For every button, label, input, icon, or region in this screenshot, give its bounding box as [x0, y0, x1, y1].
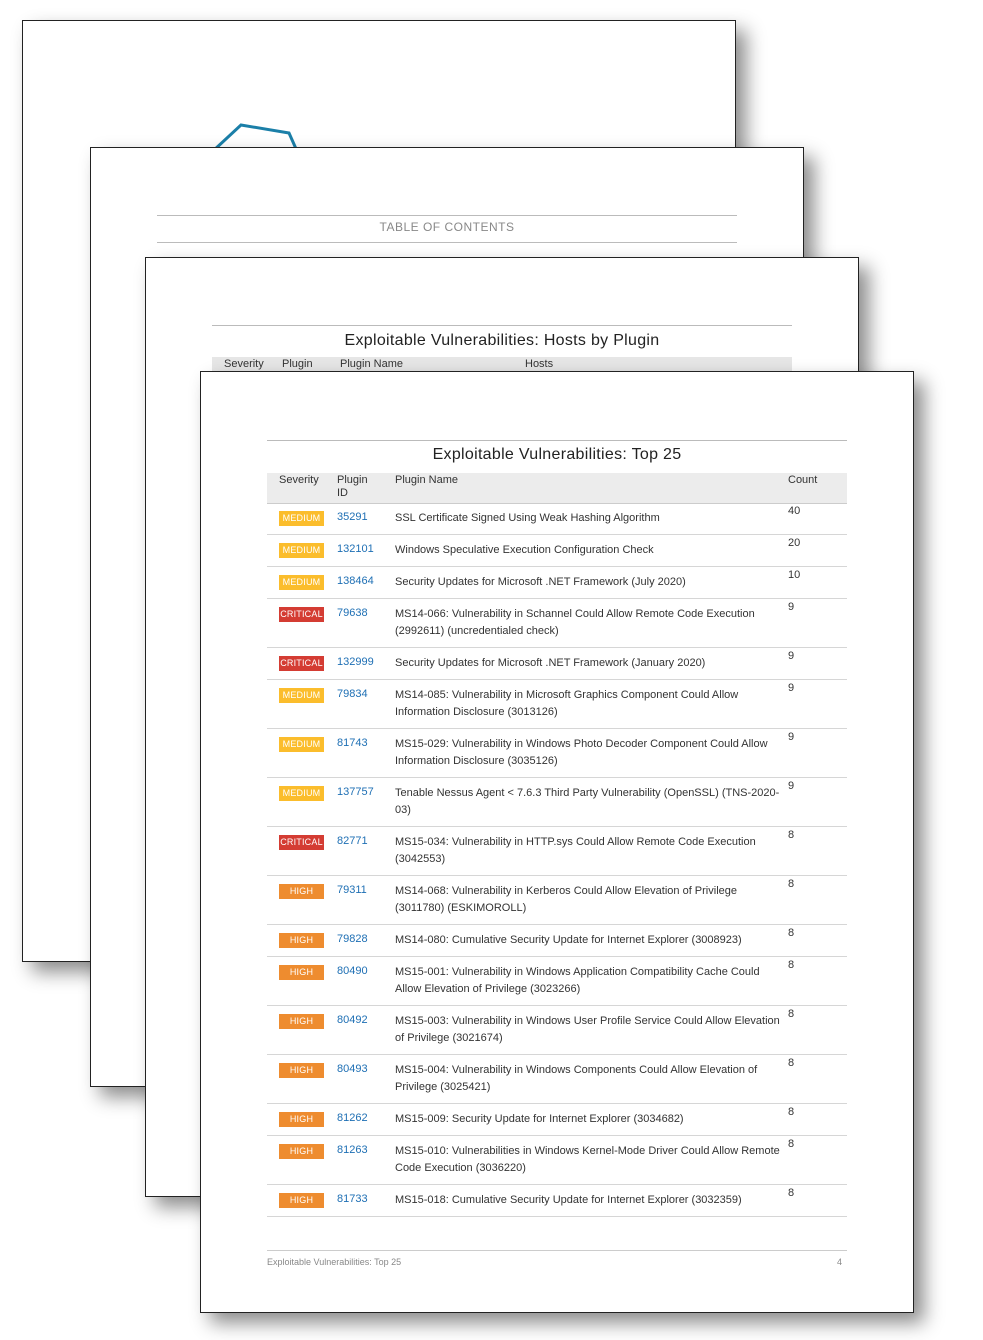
plugin-id-link[interactable]: 80490 [337, 965, 368, 977]
plugin-name: MS14-066: Vulnerability in Schannel Could Allow Remote Code Execution (2992611) (uncredentialed check) [395, 608, 755, 637]
count-value: 8 [788, 878, 795, 890]
plugin-name: MS15-003: Vulnerability in Windows User Profile Service Could Allow Elevation of Privilege (3021674) [395, 1015, 780, 1044]
table-row [267, 1055, 847, 1104]
count-value: 20 [788, 537, 801, 549]
table-header [212, 357, 792, 371]
plugin-id-link[interactable]: 81262 [337, 1112, 368, 1124]
severity-badge: MEDIUM [279, 543, 324, 558]
table-row [267, 567, 847, 599]
plugin-name: MS14-085: Vulnerability in Microsoft Graphics Component Could Allow Information Disclosure (3013126) [395, 689, 739, 718]
severity-badge: HIGH [279, 1144, 324, 1159]
col-hosts: Hosts [525, 358, 554, 370]
plugin-id-link[interactable]: 132999 [337, 656, 374, 668]
count-value: 9 [788, 650, 795, 662]
severity-badge: MEDIUM [279, 511, 324, 526]
plugin-id-link[interactable]: 79834 [337, 688, 368, 700]
severity-badge: MEDIUM [279, 737, 324, 752]
count-value: 8 [788, 1106, 795, 1118]
severity-badge: HIGH [279, 884, 324, 899]
plugin-name: MS15-004: Vulnerability in Windows Components Could Allow Elevation of Privilege (3025421) [395, 1064, 758, 1093]
severity-badge: MEDIUM [279, 786, 324, 801]
plugin-id-link[interactable]: 79638 [337, 607, 368, 619]
table-row [267, 876, 847, 925]
toc-title: TABLE OF CONTENTS [379, 220, 515, 234]
plugin-name: MS15-029: Vulnerability in Windows Photo Decoder Component Could Allow Information Disclosure (3035126) [395, 738, 768, 767]
col-plugin: Plugin [282, 358, 313, 370]
severity-badge: HIGH [279, 1063, 324, 1078]
plugin-name: SSL Certificate Signed Using Weak Hashing Algorithm [395, 512, 660, 524]
count-value: 8 [788, 829, 795, 841]
footer-divider [267, 1250, 847, 1251]
col-plugin-name: Plugin Name [340, 358, 403, 370]
divider [212, 325, 792, 326]
plugin-id-link[interactable]: 82771 [337, 835, 368, 847]
severity-badge: HIGH [279, 933, 324, 948]
page-title: Exploitable Vulnerabilities: Hosts by Plugin [344, 332, 660, 349]
count-value: 10 [788, 569, 801, 581]
page-title: Exploitable Vulnerabilities: Top 25 [432, 446, 682, 463]
table-row [267, 729, 847, 778]
count-value: 8 [788, 1138, 795, 1150]
col-plugin-id: Plugin ID [337, 474, 368, 499]
plugin-id-link[interactable]: 79828 [337, 933, 368, 945]
plugin-name: Tenable Nessus Agent < 7.6.3 Third Party Vulnerability (OpenSSL) (TNS-2020-03) [395, 787, 780, 816]
plugin-name: MS15-018: Cumulative Security Update for Internet Explorer (3032359) [395, 1194, 742, 1206]
plugin-name: MS15-001: Vulnerability in Windows Application Compatibility Cache Could Allow Elevation of Privilege (3023266) [395, 966, 760, 995]
count-value: 9 [788, 780, 795, 792]
table-row [267, 957, 847, 1006]
table-row [267, 778, 847, 827]
count-value: 8 [788, 927, 795, 939]
plugin-id-link[interactable]: 35291 [337, 511, 368, 523]
severity-badge: HIGH [279, 965, 324, 980]
count-value: 40 [788, 505, 801, 517]
col-plugin-name: Plugin Name [395, 474, 458, 486]
plugin-id-link[interactable]: 80493 [337, 1063, 368, 1075]
severity-badge: HIGH [279, 1014, 324, 1029]
plugin-name: MS15-009: Security Update for Internet Explorer (3034682) [395, 1113, 684, 1125]
count-value: 9 [788, 601, 795, 613]
plugin-id-link[interactable]: 81743 [337, 737, 368, 749]
plugin-name: MS15-010: Vulnerabilities in Windows Kernel-Mode Driver Could Allow Remote Code Execution (3036220) [395, 1145, 780, 1174]
table-row [267, 535, 847, 567]
table-row [267, 599, 847, 648]
severity-badge: MEDIUM [279, 575, 324, 590]
plugin-id-link[interactable]: 132101 [337, 543, 374, 555]
vulnerability-table-body [267, 503, 847, 1217]
plugin-id-link[interactable]: 138464 [337, 575, 374, 587]
footer-title: Exploitable Vulnerabilities: Top 25 [267, 1257, 402, 1267]
plugin-name: Windows Speculative Execution Configuration Check [395, 544, 654, 556]
count-value: 8 [788, 1187, 795, 1199]
plugin-name: MS14-068: Vulnerability in Kerberos Could Allow Elevation of Privilege (3011780) (ESKIMOROLL) [395, 885, 737, 914]
plugin-id-link[interactable]: 81733 [337, 1193, 368, 1205]
table-row [267, 827, 847, 876]
divider [157, 215, 737, 216]
plugin-name: MS14-080: Cumulative Security Update for Internet Explorer (3008923) [395, 934, 742, 946]
plugin-id-link[interactable]: 79311 [337, 884, 367, 896]
count-value: 8 [788, 959, 795, 971]
plugin-id-link[interactable]: 137757 [337, 786, 374, 798]
plugin-id-link[interactable]: 81263 [337, 1144, 368, 1156]
report-page-top25 [200, 371, 914, 1313]
count-value: 9 [788, 731, 795, 743]
table-row [267, 1136, 847, 1185]
divider [267, 440, 847, 441]
plugin-id-link[interactable]: 80492 [337, 1014, 368, 1026]
count-value: 8 [788, 1057, 795, 1069]
severity-badge: MEDIUM [279, 688, 324, 703]
col-severity: Severity [224, 358, 264, 370]
table-row [267, 925, 847, 957]
table-row [267, 1185, 847, 1217]
count-value: 9 [788, 682, 795, 694]
table-row [267, 1104, 847, 1136]
col-severity: Severity [279, 474, 319, 486]
table-header [267, 473, 847, 504]
severity-badge: CRITICAL [279, 607, 324, 622]
col-count: Count [788, 474, 818, 486]
severity-badge: HIGH [279, 1193, 324, 1208]
severity-badge: HIGH [279, 1112, 324, 1127]
table-row [267, 648, 847, 680]
severity-badge: CRITICAL [279, 835, 324, 850]
page-number: 4 [837, 1257, 843, 1267]
table-row [267, 680, 847, 729]
plugin-name: Security Updates for Microsoft .NET Framework (July 2020) [395, 576, 686, 588]
table-row [267, 503, 847, 535]
severity-badge: CRITICAL [279, 656, 324, 671]
count-value: 8 [788, 1008, 795, 1020]
plugin-name: MS15-034: Vulnerability in HTTP.sys Could Allow Remote Code Execution (3042553) [395, 836, 756, 865]
divider [157, 242, 737, 243]
table-row [267, 1006, 847, 1055]
plugin-name: Security Updates for Microsoft .NET Framework (January 2020) [395, 657, 706, 669]
